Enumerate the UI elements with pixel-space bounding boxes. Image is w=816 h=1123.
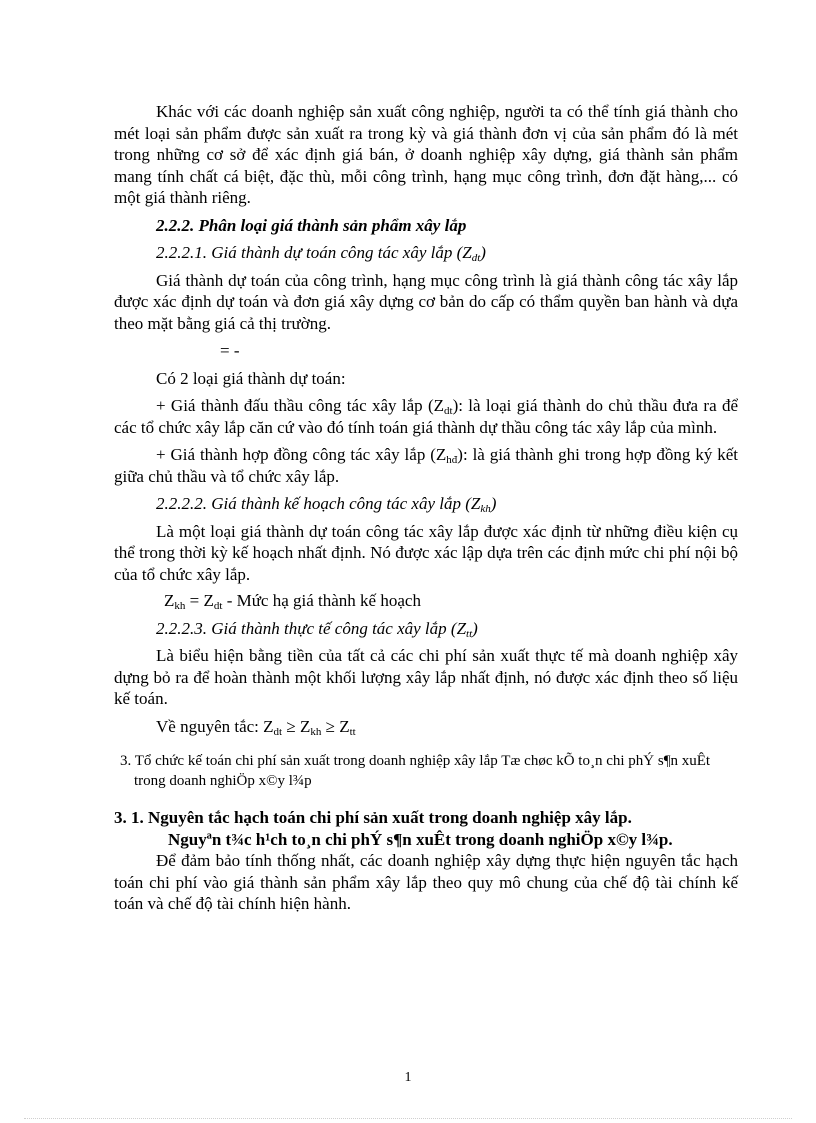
paragraph-intro: Khác với các doanh nghiệp sản xuất công nghiệp, người ta có thể tính giá thành cho mét loại sản phẩm được sản xuất ra trong kỳ và giá thành đơn vị của sản phẩm đó là mét trong những cơ sở để xác định giá bán, ở doanh nghiệp xây dựng, giá thành sản phẩm mang tính chất cá biệt, đặc thù, mỗi công trình, hạng mục công trình, đơn đặt hàng,... có một giá thành riêng. (114, 102, 738, 207)
heading-3-1: 3. 1. Nguyên tắc hạch toán chi phí sản xuất trong doanh nghiệp xây lắp. Nguyªn t¾c h¹ch to¸n chi phÝ s¶n xuÊt trong doanh nghiÖp x©y l¾p. (114, 808, 673, 849)
paragraph-hop-dong: + Giá thành hợp đồng công tác xây lắp $(Z_{hđ})$: là giá thành ghi trong hợp đồng ký kết giữa chủ thầu và tổ chức xây lắp. (114, 445, 738, 486)
paragraph-thuc-te: Là biểu hiện bằng tiền của tất cả các chi phí sản xuất thực tế mà doanh nghiệp xây dựng bỏ ra để hoàn thành một khối lượng xây lắp nhất định, nó được xác định theo số liệu kế toán. (114, 646, 738, 708)
paragraph-rule: Về nguyên tắc: $Z_{dt} \ge Z_{kh} \ge Z_{tt}$ (156, 716, 356, 738)
formula-placeholder: = - (220, 341, 240, 360)
paragraph-ke-hoach: Là một loại giá thành dự toán công tác xây lắp được xác định từ những điều kiện cụ thể trong thời kỳ kế hoạch nhất định. Nó được xác lập dựa trên các định mức chi phí nội bộ của tổ chức xây lắp. (114, 521, 738, 584)
page-body (114, 101, 738, 915)
subheading-2-2-2-1: 2.2.2.1. Giá thành dự toán công tác xây lắp $(Z_{dt})$ (156, 243, 486, 264)
page-edge-divider (24, 1118, 792, 1119)
paragraph-nguyen-tac: Để đảm bảo tính thống nhất, các doanh nghiệp xây dựng thực hiện nguyên tắc hạch toán chi phí vào giá thành sản phẩm xây lắp theo quy mô chung của chế độ tài chính kế toán và chế độ tài chính hiện hành. (114, 851, 738, 913)
paragraph-dau-thau: + Giá thành đấu thầu công tác xây lắp $(Z_{dt})$: là loại giá thành do chủ thầu đưa ra để các tổ chức xây lắp căn cứ vào đó tính toán giá thành dự thầu công tác xây lắp của mình. (114, 396, 738, 437)
section-3-heading: 3. Tổ chức kế toán chi phí sản xuất trong doanh nghiệp xây lắp Tæ chøc kÕ to¸n chi phÝ s¶n xuÊt trong doanh nghiÖp x©y l¾p (120, 753, 711, 789)
subheading-2-2-2-2: 2.2.2.2. Giá thành kế hoạch công tác xây lắp $(Z_{kh})$ (156, 494, 497, 515)
heading-2-2-2: 2.2.2. Phân loại giá thành sản phẩm xây lắp (156, 215, 467, 235)
subheading-2-2-2-3: 2.2.2.3. Giá thành thực tế công tác xây lắp $(Z_{tt})$ (156, 618, 478, 640)
page-number: 1 (404, 1070, 412, 1085)
paragraph-two-types: Có 2 loại giá thành dự toán: (156, 368, 346, 388)
formula-ke-hoach: $Z_{kh} = Z_{dt}$ - Mức hạ giá thành kế hoạch (164, 591, 421, 612)
paragraph-du-toan: Giá thành dự toán của công trình, hạng mục công trình là giá thành công tác xây lắp được xác định dự toán và đơn giá xây dựng cơ bản do cấp có thẩm quyền ban hành và dựa theo mặt bằng giá cả thị trường. (114, 270, 738, 333)
